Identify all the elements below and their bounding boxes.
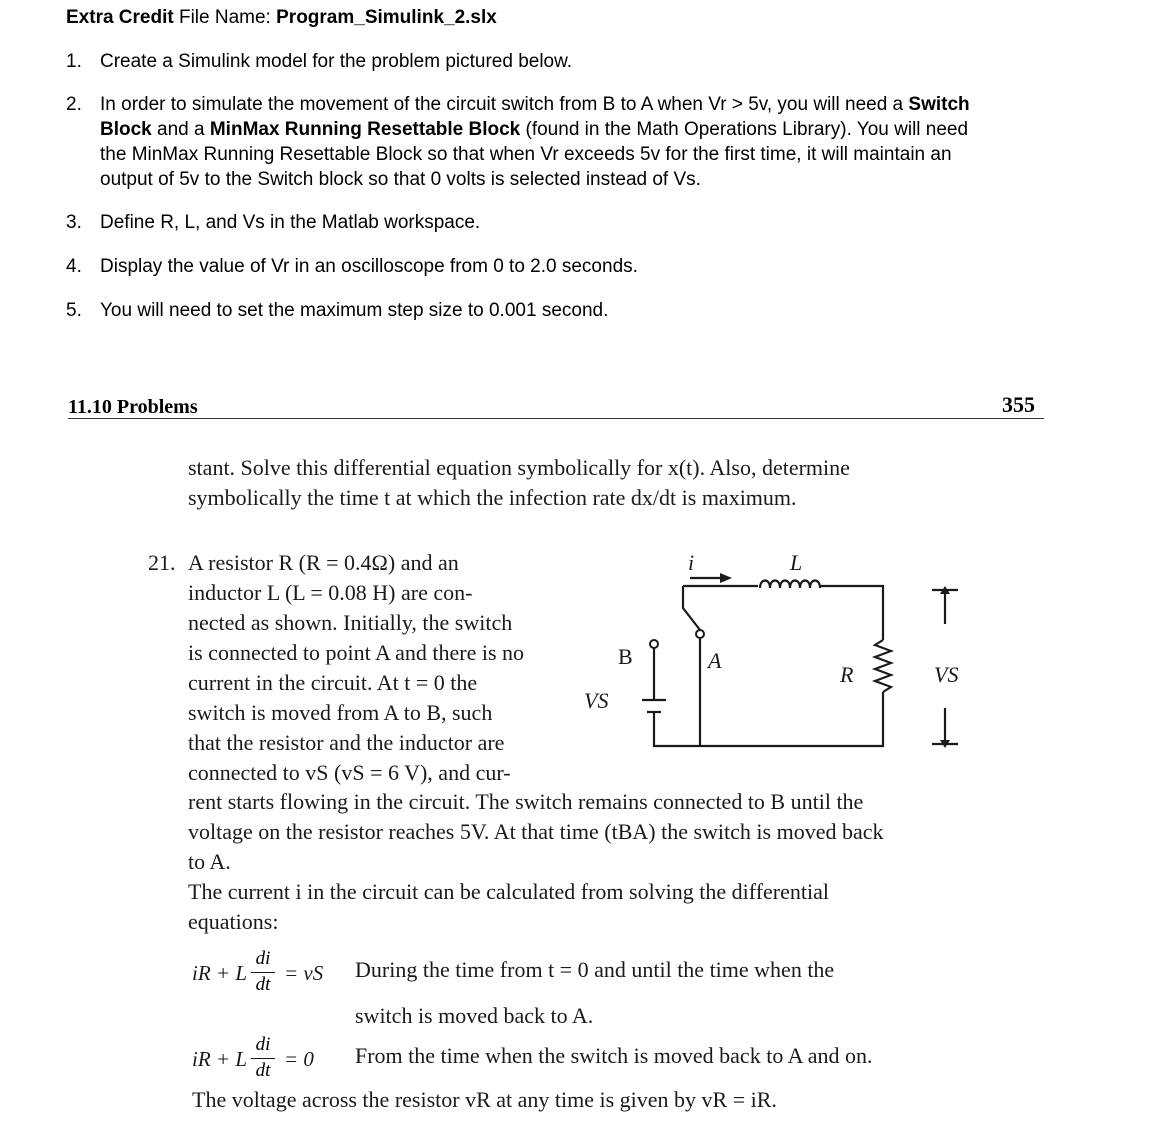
file-name-label: File Name: (173, 7, 277, 28)
inductor-coil (760, 581, 820, 589)
problem-line: that the resistor and the inductor are (188, 730, 505, 755)
switch-label-a: A (708, 648, 722, 673)
current-paragraph (188, 877, 968, 937)
instruction-text-line: the MinMax Running Resettable Block so that when Vr exceeds 5v for the first time, it will maintain an (100, 144, 952, 165)
current-line: The current i in the circuit can be calculated from solving the differential (188, 879, 829, 904)
resistor-zigzag (875, 640, 891, 692)
minmax-keyword: MinMax Running Resettable Block (209, 119, 521, 140)
equation-2-lhs: iR + L (192, 1047, 248, 1071)
instruction-text: You will need to set the maximum step size to 0.001 second. (100, 300, 609, 321)
equation-1-fraction-bar (251, 972, 275, 973)
bottom-wire (683, 692, 883, 746)
voltage-label-vs: VS (934, 662, 959, 687)
problem-continuation (188, 787, 968, 877)
instruction-text: Define R, L, and Vs in the Matlab workspace. (100, 212, 481, 233)
top-wire-right (820, 586, 883, 640)
switch-keyword: Switch (908, 94, 970, 115)
book-header-rule (68, 418, 1044, 419)
extra-credit-label: Extra Credit (66, 7, 174, 28)
problem-line: switch is moved from A to B, such (188, 700, 493, 725)
intro-line: symbolically the time t at which the infection rate dx/dt is maximum. (188, 485, 797, 510)
final-line: The voltage across the resistor vR at any time is given by vR = iR. (192, 1087, 777, 1112)
problem-statement (188, 548, 568, 788)
equation-2-denominator: dt (255, 1060, 271, 1081)
instruction-text (100, 92, 1100, 192)
inductor-label: L (790, 550, 803, 575)
file-name-value: Program_Simulink_2.slx (276, 7, 497, 28)
current-arrowhead (720, 573, 732, 583)
equation-1-description-cont: switch is moved back to A. (355, 1003, 594, 1028)
equation-2-description: From the time when the switch is moved back to A and on. (355, 1043, 873, 1068)
switch-label-b: B (618, 644, 633, 669)
current-line: equations: (188, 909, 279, 934)
instruction-text-segment: (found in the Math Operations Library). You will need (520, 119, 969, 140)
problem-line: to A. (188, 849, 231, 874)
instruction-text: Display the value of Vr in an oscilloscope from 0 to 2.0 seconds. (100, 256, 638, 277)
terminal-b (650, 640, 658, 648)
battery-wire-bottom (654, 712, 683, 746)
instruction-number: 5. (66, 300, 82, 321)
instruction-number: 1. (66, 51, 82, 72)
problem-line: voltage on the resistor reaches 5V. At that time (tBA) the switch is moved back (188, 819, 884, 844)
equation-2-fraction-bar (251, 1058, 275, 1059)
resistor-label: R (840, 662, 854, 687)
instruction-text-segment: In order to simulate the movement of the circuit switch from B to A when Vr > 5v, you will need a (100, 94, 909, 115)
instruction-number: 4. (66, 256, 82, 277)
book-page-number: 355 (1002, 392, 1035, 417)
equation-2-rhs: = 0 (284, 1047, 314, 1071)
instruction-number: 2. (66, 94, 82, 115)
intro-line: stant. Solve this differential equation symbolically for x(t). Also, determine (188, 455, 850, 480)
instruction-text: Create a Simulink model for the problem pictured below. (100, 51, 573, 72)
circuit-diagram (580, 548, 980, 768)
problem-line: connected to vS (vS = 6 V), and cur- (188, 760, 511, 785)
intro-paragraph (188, 453, 968, 513)
problem-line: current in the circuit. At t = 0 the (188, 670, 478, 695)
problem-line: A resistor R (R = 0.4Ω) and an (188, 550, 459, 575)
instruction-number: 3. (66, 212, 82, 233)
equation-1-description: During the time from t = 0 and until the time when the (355, 957, 835, 982)
instruction-text-segment: and a (151, 119, 210, 140)
equation-1-lhs: iR + L (192, 961, 248, 985)
problem-line: is connected to point A and there is no (188, 640, 525, 665)
problem-number: 21. (148, 550, 176, 575)
instruction-text-line: output of 5v to the Switch block so that 0 volts is selected instead of Vs. (100, 169, 701, 190)
problem-line: nected as shown. Initially, the switch (188, 610, 513, 635)
assignment-header (66, 6, 497, 30)
terminal-a (696, 630, 704, 638)
a-terminal-wire (683, 586, 700, 630)
block-keyword: Block (100, 119, 152, 140)
current-label: i (688, 550, 695, 575)
equation-1-numerator: di (255, 948, 271, 969)
problem-line: inductor L (L = 0.08 H) are con- (188, 580, 473, 605)
problem-line: rent starts flowing in the circuit. The switch remains connected to B until the (188, 789, 864, 814)
equation-1-denominator: dt (255, 974, 271, 995)
equation-2-numerator: di (255, 1034, 271, 1055)
book-section-label: 11.10 Problems (68, 396, 198, 418)
equation-1-rhs: = vS (284, 961, 324, 985)
source-label-vs: VS (584, 688, 609, 713)
